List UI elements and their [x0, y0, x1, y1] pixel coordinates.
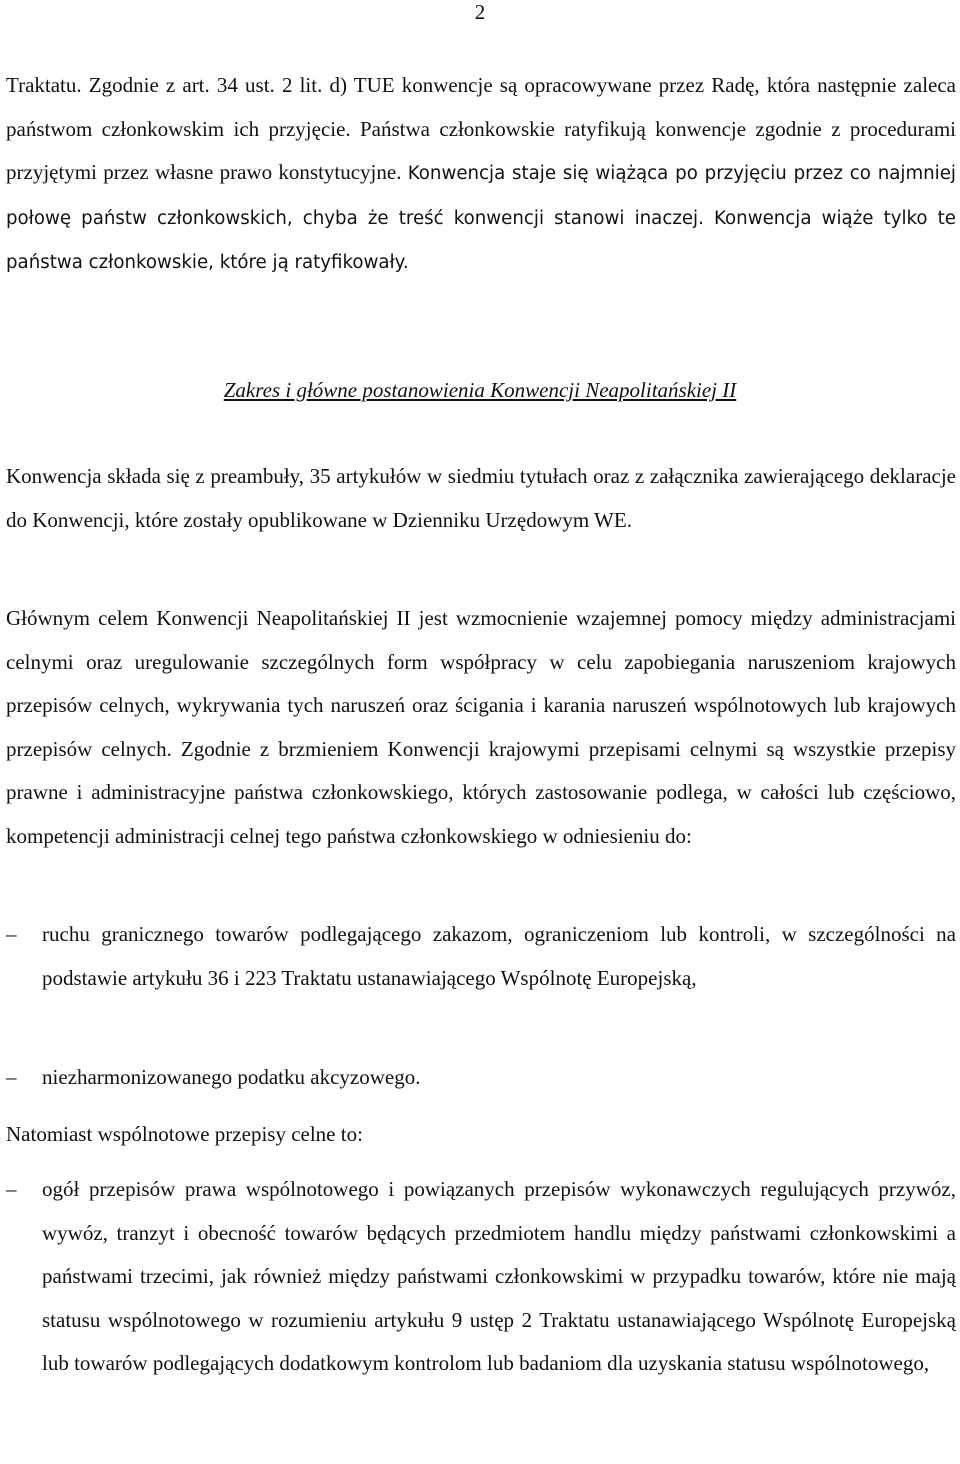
list-item-text: niezharmonizowanego podatku akcyzowego. — [42, 1065, 421, 1089]
dash-marker: – — [6, 922, 17, 946]
section-heading: Zakres i główne postanowienia Konwencji Neapolitańskiej II — [223, 378, 737, 402]
dash-marker: – — [6, 1177, 17, 1201]
page-number: 2 — [474, 0, 486, 24]
paragraph-main-goal: Głównym celem Konwencji Neapolitańskiej II jest wzmocnienie wzajemnej pomocy między administracjami celnymi oraz uregulowanie szczególnych form współpracy w celu zapobiegania naruszeniom krajowych przepisów celnych, wykrywania tych naruszeń oraz ścigania i karania naruszeń wspólnotowych lub krajowych przepisów celnych. Zgodnie z brzmieniem Konwencji krajowymi przepisami celnymi są wszystkie przepisy prawne i administracyjne państwa członkowskiego, których zastosowanie podlega, w całości lub częściowo, kompetencji administracji celnej tego państwa członkowskiego w odniesieniu do: — [6, 606, 956, 848]
paragraph-intro-serif: Traktatu. Zgodnie z art. 34 ust. 2 lit. d) TUE konwencje są opracowywane przez Radę, która następnie zaleca państwom członkowskim ich przyjęcie. Państwa członkowskie ratyfikują konwencje zgodnie z procedurami przyjętymi przez własne prawo konstytucyjne. — [6, 73, 956, 184]
paragraph-community-rules: Natomiast wspólnotowe przepisy celne to: — [6, 1122, 363, 1146]
paragraph-structure: Konwencja składa się z preambuły, 35 artykułów w siedmiu tytułach oraz z załącznika zawierającego deklaracje do Konwencji, które zostały opublikowane w Dzienniku Urzędowym WE. — [6, 464, 956, 532]
list-item-text: ruchu granicznego towarów podlegającego zakazom, ograniczeniom lub kontroli, w szczególności na podstawie artykułu 36 i 223 Traktatu ustanawiającego Wspólnotę Europejską, — [42, 922, 956, 990]
paragraph-intro-sans: Konwencja staje się wiążąca po przyjęciu przez co najmniej połowę państw członkowskich, chyba że treść konwencji stanowi inaczej. Konwencja wiąże tylko te państwa członkowskie, które ją ratyfikowały. — [6, 163, 956, 273]
list-item-text: ogół przepisów prawa wspólnotowego i powiązanych przepisów wykonawczych regulujących przywóz, wywóz, tranzyt i obecność towarów będących przedmiotem handlu między państwami członkowskimi a państwami trzecimi, jak również między państwami członkowskimi w przypadku towarów, które nie mają statusu wspólnotowego w rozumieniu artykułu 9 ustęp 2 Traktatu ustanawiającego Wspólnotę Europejską lub towarów podlegających dodatkowym kontrolom lub badaniom dla uzyskania statusu wspólnotowego, — [42, 1177, 956, 1375]
paragraph-intro — [6, 64, 956, 285]
dash-marker: – — [6, 1065, 17, 1089]
